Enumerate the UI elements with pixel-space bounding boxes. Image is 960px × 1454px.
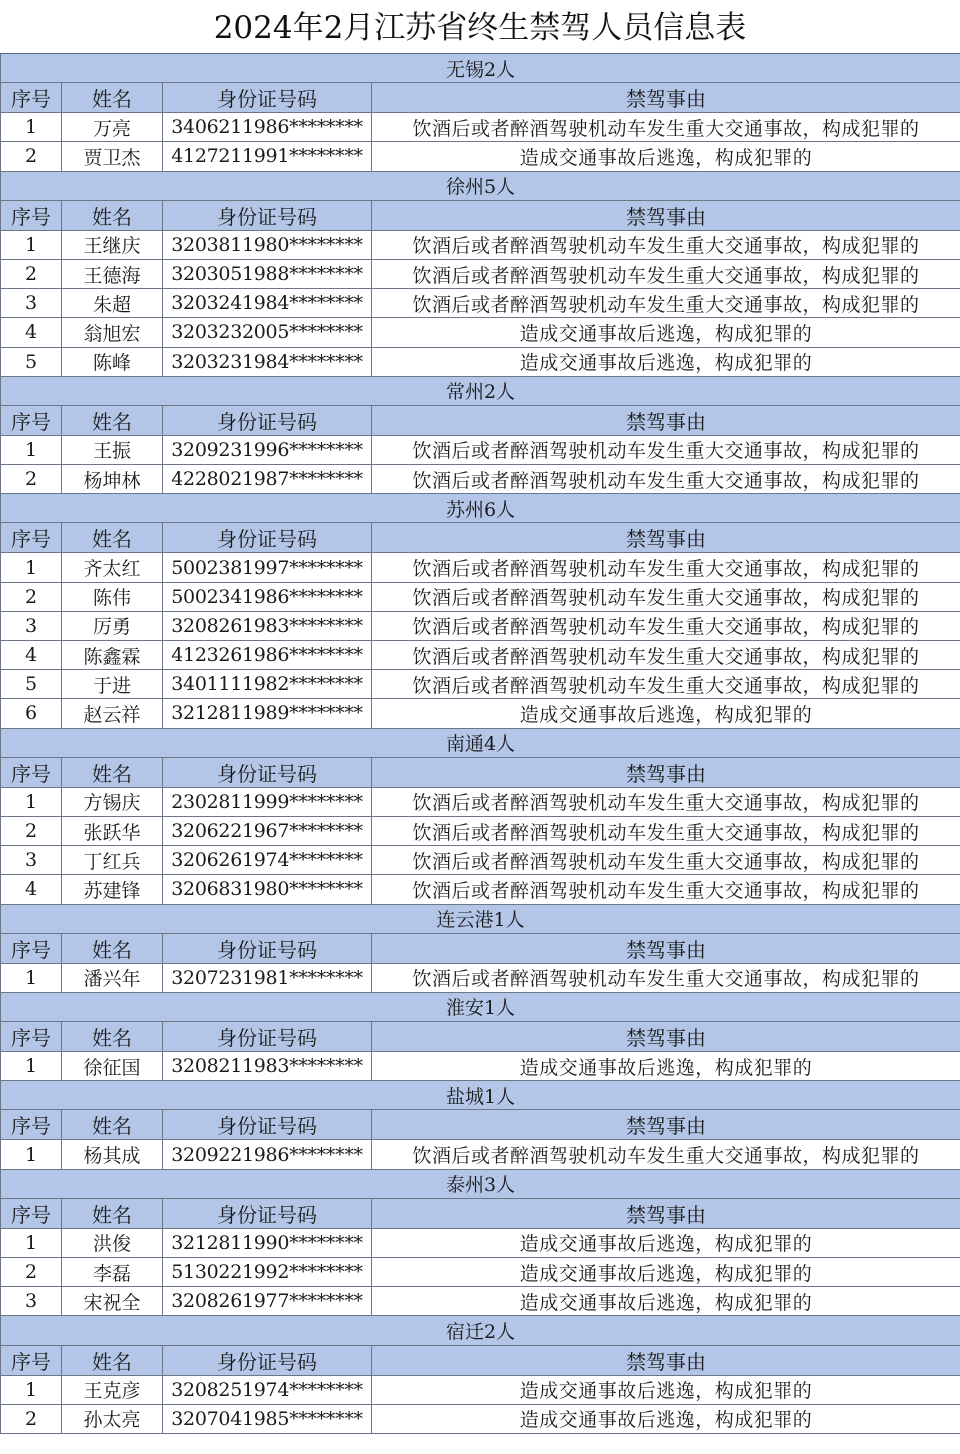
column-header-row — [1, 1022, 960, 1052]
column-header-row — [1, 933, 960, 963]
column-header-name: 姓名 — [62, 1198, 163, 1228]
cell-name: 于进 — [62, 670, 163, 699]
cell-no: 1 — [1, 113, 62, 142]
banned-drivers-table — [0, 53, 960, 1434]
cell-id-number: 3212811990******** — [163, 1228, 372, 1257]
column-header-no: 序号 — [1, 523, 62, 553]
column-header-name: 姓名 — [62, 757, 163, 787]
column-header-name: 姓名 — [62, 1110, 163, 1140]
cell-name: 翁旭宏 — [62, 318, 163, 347]
cell-id-number: 3206221967******** — [163, 816, 372, 845]
section-title-row — [1, 54, 960, 83]
column-header-name: 姓名 — [62, 933, 163, 963]
cell-no: 4 — [1, 641, 62, 670]
cell-id-number: 3208211983******** — [163, 1052, 372, 1081]
cell-no: 3 — [1, 1287, 62, 1316]
table-row — [1, 611, 960, 640]
section-title-row — [1, 904, 960, 933]
table-row — [1, 1258, 960, 1287]
cell-name: 王继庆 — [62, 230, 163, 259]
cell-reason: 造成交通事故后逃逸，构成犯罪的 — [372, 1287, 960, 1316]
cell-id-number: 3203231984******** — [163, 347, 372, 376]
column-header-row — [1, 1345, 960, 1375]
cell-reason: 造成交通事故后逃逸，构成犯罪的 — [372, 1404, 960, 1433]
table-row — [1, 318, 960, 347]
column-header-no: 序号 — [1, 933, 62, 963]
cell-no: 1 — [1, 1228, 62, 1257]
section-title: 南通4人 — [1, 728, 960, 757]
cell-name: 齐太红 — [62, 553, 163, 582]
cell-no: 4 — [1, 875, 62, 904]
cell-name: 杨坤林 — [62, 465, 163, 494]
column-header-id: 身份证号码 — [163, 200, 372, 230]
cell-id-number: 5002341986******** — [163, 582, 372, 611]
section-title-row — [1, 376, 960, 405]
cell-no: 2 — [1, 1258, 62, 1287]
cell-reason: 饮酒后或者醉酒驾驶机动车发生重大交通事故，构成犯罪的 — [372, 846, 960, 875]
section-title-row — [1, 1169, 960, 1198]
column-header-id: 身份证号码 — [163, 1022, 372, 1052]
table-row — [1, 347, 960, 376]
table-row — [1, 641, 960, 670]
cell-name: 王振 — [62, 435, 163, 464]
column-header-no: 序号 — [1, 200, 62, 230]
cell-no: 3 — [1, 611, 62, 640]
column-header-id: 身份证号码 — [163, 405, 372, 435]
column-header-id: 身份证号码 — [163, 1345, 372, 1375]
column-header-id: 身份证号码 — [163, 933, 372, 963]
cell-name: 李磊 — [62, 1258, 163, 1287]
cell-reason: 饮酒后或者醉酒驾驶机动车发生重大交通事故，构成犯罪的 — [372, 553, 960, 582]
cell-reason: 饮酒后或者醉酒驾驶机动车发生重大交通事故，构成犯罪的 — [372, 787, 960, 816]
section-title-row — [1, 1316, 960, 1345]
cell-id-number: 3209231996******** — [163, 435, 372, 464]
cell-reason: 造成交通事故后逃逸，构成犯罪的 — [372, 1258, 960, 1287]
column-header-row — [1, 83, 960, 113]
table-row — [1, 435, 960, 464]
cell-name: 洪俊 — [62, 1228, 163, 1257]
column-header-no: 序号 — [1, 1110, 62, 1140]
cell-id-number: 4123261986******** — [163, 641, 372, 670]
cell-reason: 造成交通事故后逃逸，构成犯罪的 — [372, 318, 960, 347]
column-header-row — [1, 757, 960, 787]
column-header-id: 身份证号码 — [163, 83, 372, 113]
cell-reason: 造成交通事故后逃逸，构成犯罪的 — [372, 1228, 960, 1257]
column-header-no: 序号 — [1, 757, 62, 787]
table-row — [1, 1404, 960, 1433]
cell-id-number: 3206261974******** — [163, 846, 372, 875]
cell-id-number: 3203232005******** — [163, 318, 372, 347]
section-title-row — [1, 494, 960, 523]
table-body — [1, 54, 960, 1434]
cell-no: 1 — [1, 1375, 62, 1404]
cell-id-number: 3208251974******** — [163, 1375, 372, 1404]
table-row — [1, 1140, 960, 1169]
cell-id-number: 3212811989******** — [163, 699, 372, 728]
table-row — [1, 1375, 960, 1404]
table-row — [1, 1228, 960, 1257]
table-row — [1, 875, 960, 904]
cell-reason: 饮酒后或者醉酒驾驶机动车发生重大交通事故，构成犯罪的 — [372, 670, 960, 699]
column-header-no: 序号 — [1, 405, 62, 435]
column-header-reason: 禁驾事由 — [372, 757, 960, 787]
cell-name: 张跃华 — [62, 816, 163, 845]
cell-id-number: 3209221986******** — [163, 1140, 372, 1169]
cell-no: 1 — [1, 435, 62, 464]
cell-name: 宋祝全 — [62, 1287, 163, 1316]
cell-name: 徐征国 — [62, 1052, 163, 1081]
table-row — [1, 1052, 960, 1081]
column-header-reason: 禁驾事由 — [372, 83, 960, 113]
cell-name: 王德海 — [62, 259, 163, 288]
column-header-no: 序号 — [1, 1198, 62, 1228]
cell-no: 1 — [1, 553, 62, 582]
cell-reason: 饮酒后或者醉酒驾驶机动车发生重大交通事故，构成犯罪的 — [372, 641, 960, 670]
column-header-name: 姓名 — [62, 83, 163, 113]
cell-name: 万亮 — [62, 113, 163, 142]
cell-no: 2 — [1, 465, 62, 494]
column-header-name: 姓名 — [62, 1345, 163, 1375]
table-row — [1, 582, 960, 611]
cell-reason: 饮酒后或者醉酒驾驶机动车发生重大交通事故，构成犯罪的 — [372, 289, 960, 318]
cell-no: 3 — [1, 846, 62, 875]
cell-name: 赵云祥 — [62, 699, 163, 728]
cell-no: 3 — [1, 289, 62, 318]
cell-reason: 饮酒后或者醉酒驾驶机动车发生重大交通事故，构成犯罪的 — [372, 435, 960, 464]
table-row — [1, 816, 960, 845]
cell-no: 4 — [1, 318, 62, 347]
cell-no: 1 — [1, 963, 62, 992]
cell-name: 厉勇 — [62, 611, 163, 640]
cell-name: 朱超 — [62, 289, 163, 318]
table-row — [1, 846, 960, 875]
cell-name: 陈伟 — [62, 582, 163, 611]
column-header-reason: 禁驾事由 — [372, 1198, 960, 1228]
cell-reason: 造成交通事故后逃逸，构成犯罪的 — [372, 1375, 960, 1404]
cell-name: 苏建锋 — [62, 875, 163, 904]
cell-no: 1 — [1, 787, 62, 816]
column-header-id: 身份证号码 — [163, 1198, 372, 1228]
cell-no: 2 — [1, 582, 62, 611]
cell-reason: 饮酒后或者醉酒驾驶机动车发生重大交通事故，构成犯罪的 — [372, 230, 960, 259]
table-row — [1, 553, 960, 582]
cell-id-number: 5002381997******** — [163, 553, 372, 582]
column-header-reason: 禁驾事由 — [372, 1110, 960, 1140]
section-title-row — [1, 728, 960, 757]
table-row — [1, 289, 960, 318]
cell-name: 孙太亮 — [62, 1404, 163, 1433]
table-row — [1, 1287, 960, 1316]
cell-name: 贾卫杰 — [62, 142, 163, 171]
cell-id-number: 3208261977******** — [163, 1287, 372, 1316]
section-title: 徐州5人 — [1, 171, 960, 200]
section-title-row — [1, 171, 960, 200]
cell-reason: 饮酒后或者醉酒驾驶机动车发生重大交通事故，构成犯罪的 — [372, 259, 960, 288]
cell-id-number: 3206831980******** — [163, 875, 372, 904]
cell-name: 丁红兵 — [62, 846, 163, 875]
cell-no: 2 — [1, 1404, 62, 1433]
column-header-reason: 禁驾事由 — [372, 1345, 960, 1375]
table-row — [1, 230, 960, 259]
cell-no: 2 — [1, 816, 62, 845]
column-header-no: 序号 — [1, 83, 62, 113]
section-title: 常州2人 — [1, 376, 960, 405]
cell-reason: 造成交通事故后逃逸，构成犯罪的 — [372, 142, 960, 171]
table-row — [1, 465, 960, 494]
cell-no: 5 — [1, 347, 62, 376]
table-row — [1, 699, 960, 728]
table-row — [1, 787, 960, 816]
cell-no: 1 — [1, 1140, 62, 1169]
page-title: 2024年2月江苏省终生禁驾人员信息表 — [213, 10, 747, 46]
cell-name: 王克彦 — [62, 1375, 163, 1404]
table-row — [1, 113, 960, 142]
column-header-id: 身份证号码 — [163, 523, 372, 553]
section-title: 盐城1人 — [1, 1081, 960, 1110]
cell-reason: 饮酒后或者醉酒驾驶机动车发生重大交通事故，构成犯罪的 — [372, 582, 960, 611]
cell-reason: 饮酒后或者醉酒驾驶机动车发生重大交通事故，构成犯罪的 — [372, 465, 960, 494]
section-title: 淮安1人 — [1, 992, 960, 1021]
column-header-row — [1, 200, 960, 230]
cell-id-number: 4127211991******** — [163, 142, 372, 171]
section-title: 宿迁2人 — [1, 1316, 960, 1345]
column-header-name: 姓名 — [62, 200, 163, 230]
table-row — [1, 963, 960, 992]
section-title: 泰州3人 — [1, 1169, 960, 1198]
cell-id-number: 5130221992******** — [163, 1258, 372, 1287]
cell-id-number: 3208261983******** — [163, 611, 372, 640]
column-header-name: 姓名 — [62, 1022, 163, 1052]
cell-name: 潘兴年 — [62, 963, 163, 992]
cell-id-number: 3406211986******** — [163, 113, 372, 142]
cell-name: 陈鑫霖 — [62, 641, 163, 670]
section-title-row — [1, 1081, 960, 1110]
column-header-reason: 禁驾事由 — [372, 933, 960, 963]
column-header-reason: 禁驾事由 — [372, 200, 960, 230]
table-row — [1, 142, 960, 171]
cell-id-number: 3207041985******** — [163, 1404, 372, 1433]
column-header-row — [1, 523, 960, 553]
column-header-no: 序号 — [1, 1345, 62, 1375]
column-header-row — [1, 405, 960, 435]
section-title-row — [1, 992, 960, 1021]
column-header-row — [1, 1198, 960, 1228]
cell-id-number: 3207231981******** — [163, 963, 372, 992]
section-title: 连云港1人 — [1, 904, 960, 933]
column-header-reason: 禁驾事由 — [372, 405, 960, 435]
table-row — [1, 259, 960, 288]
column-header-name: 姓名 — [62, 405, 163, 435]
section-title: 无锡2人 — [1, 54, 960, 83]
column-header-name: 姓名 — [62, 523, 163, 553]
column-header-reason: 禁驾事由 — [372, 1022, 960, 1052]
cell-id-number: 3401111982******** — [163, 670, 372, 699]
cell-id-number: 3203241984******** — [163, 289, 372, 318]
cell-reason: 饮酒后或者醉酒驾驶机动车发生重大交通事故，构成犯罪的 — [372, 875, 960, 904]
table-row — [1, 670, 960, 699]
cell-reason: 饮酒后或者醉酒驾驶机动车发生重大交通事故，构成犯罪的 — [372, 113, 960, 142]
cell-id-number: 2302811999******** — [163, 787, 372, 816]
cell-no: 1 — [1, 230, 62, 259]
cell-reason: 饮酒后或者醉酒驾驶机动车发生重大交通事故，构成犯罪的 — [372, 1140, 960, 1169]
cell-id-number: 3203051988******** — [163, 259, 372, 288]
cell-id-number: 4228021987******** — [163, 465, 372, 494]
column-header-row — [1, 1110, 960, 1140]
cell-id-number: 3203811980******** — [163, 230, 372, 259]
column-header-id: 身份证号码 — [163, 757, 372, 787]
cell-reason: 造成交通事故后逃逸，构成犯罪的 — [372, 1052, 960, 1081]
cell-reason: 饮酒后或者醉酒驾驶机动车发生重大交通事故，构成犯罪的 — [372, 816, 960, 845]
cell-no: 2 — [1, 142, 62, 171]
cell-reason: 造成交通事故后逃逸，构成犯罪的 — [372, 347, 960, 376]
cell-no: 6 — [1, 699, 62, 728]
column-header-reason: 禁驾事由 — [372, 523, 960, 553]
cell-reason: 饮酒后或者醉酒驾驶机动车发生重大交通事故，构成犯罪的 — [372, 611, 960, 640]
column-header-id: 身份证号码 — [163, 1110, 372, 1140]
cell-name: 杨其成 — [62, 1140, 163, 1169]
cell-name: 陈峰 — [62, 347, 163, 376]
section-title: 苏州6人 — [1, 494, 960, 523]
cell-no: 5 — [1, 670, 62, 699]
cell-no: 2 — [1, 259, 62, 288]
column-header-no: 序号 — [1, 1022, 62, 1052]
cell-reason: 造成交通事故后逃逸，构成犯罪的 — [372, 699, 960, 728]
cell-name: 方锡庆 — [62, 787, 163, 816]
cell-reason: 饮酒后或者醉酒驾驶机动车发生重大交通事故，构成犯罪的 — [372, 963, 960, 992]
cell-no: 1 — [1, 1052, 62, 1081]
